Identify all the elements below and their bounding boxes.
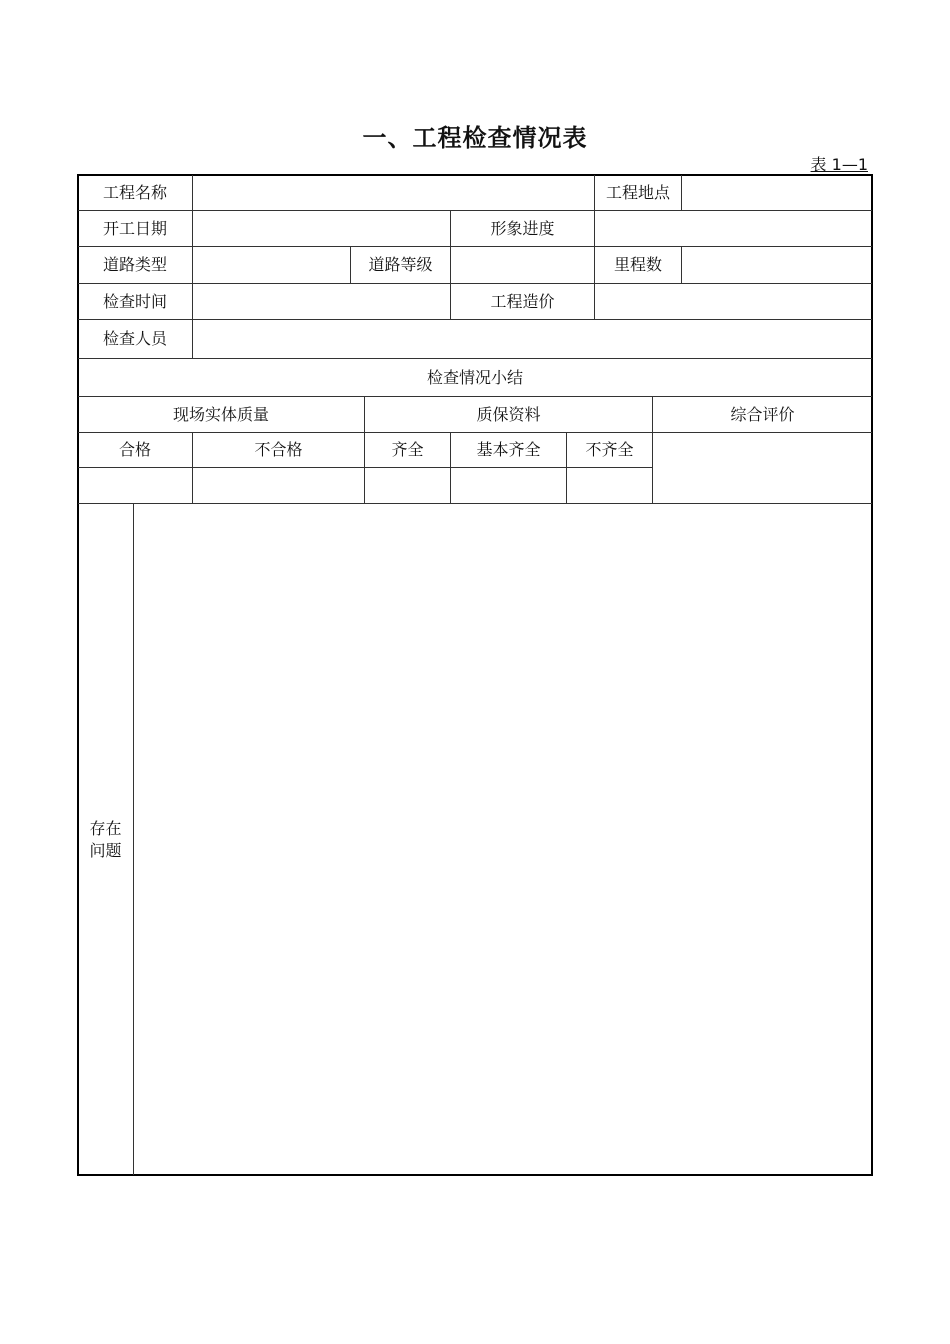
field-road-type[interactable] bbox=[193, 247, 350, 283]
label-issues-line1: 存在 bbox=[89, 818, 122, 838]
label-road-type: 道路类型 bbox=[102, 255, 167, 274]
field-inspectors[interactable] bbox=[193, 320, 872, 358]
header-qa-docs: 质保资料 bbox=[476, 404, 541, 424]
field-progress[interactable] bbox=[595, 211, 872, 246]
field-complete[interactable] bbox=[365, 468, 450, 503]
field-project-cost[interactable] bbox=[595, 284, 872, 319]
field-mostly-complete[interactable] bbox=[451, 468, 566, 503]
field-project-name[interactable] bbox=[193, 175, 594, 210]
header-complete: 齐全 bbox=[391, 440, 424, 459]
table-number: 表 1—1 bbox=[810, 155, 868, 174]
label-progress: 形象进度 bbox=[490, 218, 555, 238]
label-project-cost: 工程造价 bbox=[490, 291, 555, 311]
label-inspection-time: 检查时间 bbox=[102, 291, 167, 311]
header-incomplete: 不齐全 bbox=[585, 440, 634, 459]
label-inspectors: 检查人员 bbox=[102, 329, 167, 348]
field-project-location[interactable] bbox=[682, 175, 872, 210]
field-unqualified[interactable] bbox=[193, 468, 364, 503]
field-issues[interactable] bbox=[134, 504, 872, 1175]
field-start-date[interactable] bbox=[193, 211, 450, 246]
field-inspection-time[interactable] bbox=[193, 284, 450, 319]
field-mileage[interactable] bbox=[682, 247, 872, 283]
header-overall-evaluation: 综合评价 bbox=[730, 404, 795, 424]
label-project-location: 工程地点 bbox=[605, 182, 670, 202]
label-project-name: 工程名称 bbox=[102, 182, 167, 202]
header-unqualified: 不合格 bbox=[254, 440, 303, 459]
label-road-grade: 道路等级 bbox=[368, 255, 433, 274]
header-qualified: 合格 bbox=[118, 440, 151, 459]
field-incomplete[interactable] bbox=[567, 468, 652, 503]
label-issues-line2: 问题 bbox=[89, 840, 122, 860]
header-mostly-complete: 基本齐全 bbox=[476, 440, 541, 459]
header-site-quality: 现场实体质量 bbox=[172, 404, 269, 424]
label-issues bbox=[78, 504, 133, 1175]
field-road-grade[interactable] bbox=[451, 247, 594, 283]
label-start-date: 开工日期 bbox=[102, 218, 167, 238]
field-overall-evaluation[interactable] bbox=[653, 433, 872, 503]
label-mileage: 里程数 bbox=[613, 255, 662, 274]
page-title: 一、工程检查情况表 bbox=[362, 124, 588, 152]
field-qualified[interactable] bbox=[78, 468, 192, 503]
summary-header: 检查情况小结 bbox=[426, 367, 523, 387]
